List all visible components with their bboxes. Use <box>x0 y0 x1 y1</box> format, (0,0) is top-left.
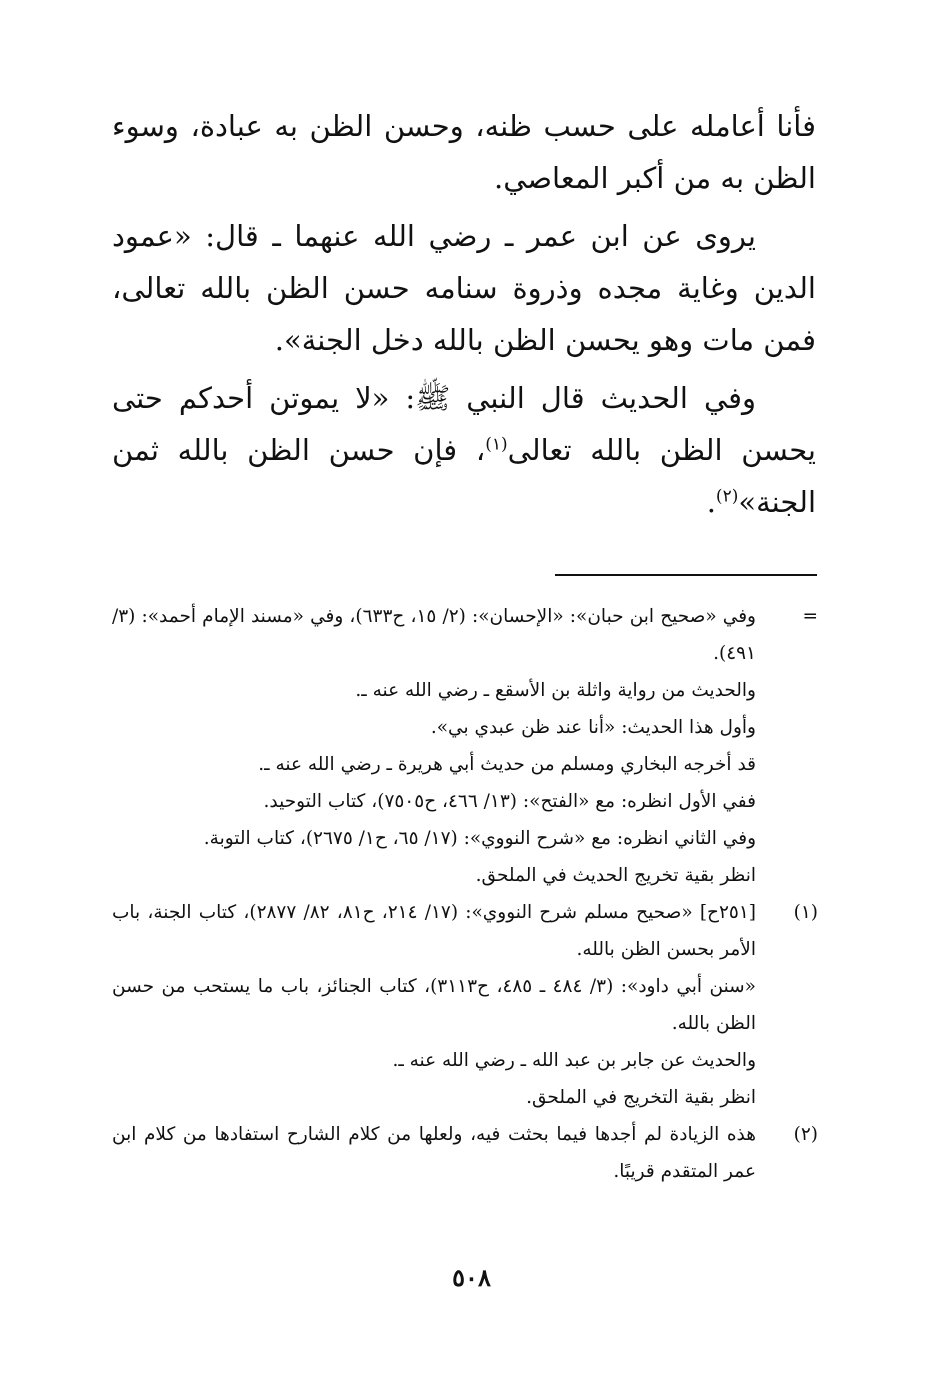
footnote-2-marker: (٢) <box>793 1124 818 1145</box>
footnote-line: [٢٥١ح] «صحيح مسلم شرح النووي»: (١٧/ ٢١٤، ح٨١، ٨٢/ ٢٨٧٧)، كتاب الجنة، باب الأمر بحسن الظن بالله. <box>112 902 757 960</box>
footnote-line: هذه الزيادة لم أجدها فيما بحثت فيه، ولعلها من كلام الشارح استفادها من كلام ابن عمر المتقدم قريبًا. <box>112 1124 756 1182</box>
hadith-text-part-1: وفي الحديث قال النبي ﷺ: «لا يموتن أحدكم حتى يحسن الظن بالله تعالى <box>112 381 816 467</box>
footnote-1 <box>112 894 816 1116</box>
footnote-line: وأول هذا الحديث: «أنا عند ظن عبدي بي». <box>430 717 756 738</box>
footnote-line: وفي الثاني انظره: مع «شرح النووي»: (١٧/ ٦٥، ح١/ ٢٦٧٥)، كتاب التوبة. <box>203 828 756 849</box>
footnote-line: انظر بقية تخريج الحديث في الملحق. <box>475 865 756 886</box>
hadith-text-part-2: ، فإن حسن الظن بالله ثمن الجنة» <box>112 433 816 519</box>
footnote-2 <box>112 1116 816 1190</box>
footnote-line: والحديث من رواية واثلة بن الأسقع ـ رضي الله عنه ـ. <box>355 680 756 701</box>
paragraph-1: فأنا أعامله على حسب ظنه، وحسن الظن به عبادة، وسوء الظن به من أكبر المعاصي. <box>112 109 816 195</box>
continuation-marker: = <box>802 606 818 627</box>
page-number: ٥٠٨ <box>452 1263 491 1292</box>
footnote-continued <box>112 598 816 894</box>
footnote-line: ففي الأول انظره: مع «الفتح»: (١٣/ ٤٦٦، ح٧٥٠٥)، كتاب التوحيد. <box>263 791 756 812</box>
paragraph-3-end: . <box>706 485 716 519</box>
footnote-ref-2[interactable]: (٢) <box>715 486 739 507</box>
footnote-line: وفي «صحيح ابن حبان»: «الإحسان»: (٢/ ١٥، ح٦٣٣)، وفي «مسند الإمام أحمد»: (٣/ ٤٩١). <box>112 606 756 664</box>
footnote-line: «سنن أبي داود»: (٣/ ٤٨٤ ـ ٤٨٥، ح٣١١٣)، كتاب الجنائز، باب ما يستحب من حسن الظن بالله. <box>112 976 757 1034</box>
footnote-line: والحديث عن جابر بن عبد الله ـ رضي الله عنه ـ. <box>392 1050 756 1071</box>
paragraph-3 <box>112 372 816 528</box>
footnotes <box>112 598 816 1190</box>
footnote-separator <box>555 574 817 576</box>
footnote-line: قد أخرجه البخاري ومسلم من حديث أبي هريرة ـ رضي الله عنه ـ. <box>258 754 756 775</box>
main-text <box>112 100 816 534</box>
footnote-ref-1[interactable]: (١) <box>485 434 508 455</box>
footnote-1-marker: (١) <box>793 902 818 923</box>
footnote-line: انظر بقية التخريج في الملحق. <box>526 1087 756 1108</box>
paragraph-2: يروى عن ابن عمر ـ رضي الله عنهما ـ قال: «عمود الدين وغاية مجده وذروة سنامه حسن الظن بالله تعالى، فمن مات وهو يحسن الظن بالله دخل الجنة». <box>112 219 816 357</box>
